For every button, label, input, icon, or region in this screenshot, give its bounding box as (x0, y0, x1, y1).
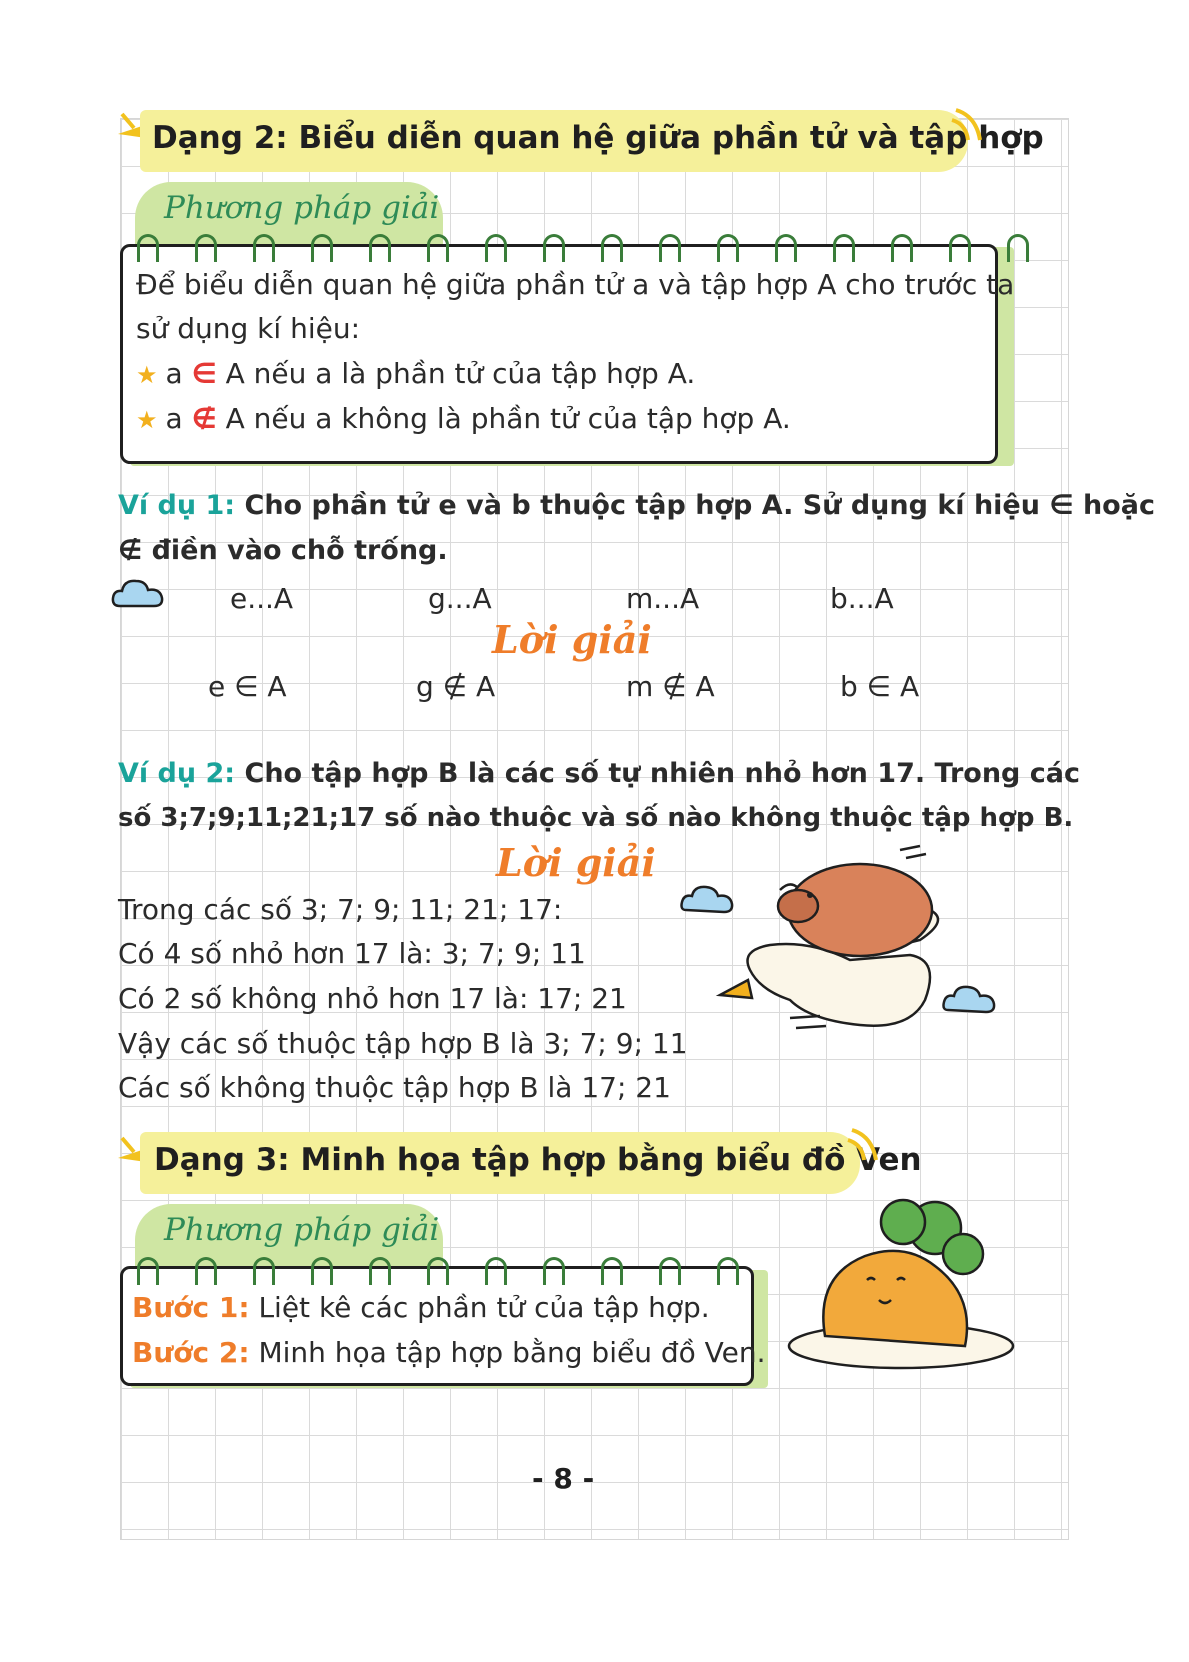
example1-label: Ví dụ 1: (118, 490, 236, 521)
step1: Bước 1: Liệt kê các phần tử của tập hợp. (132, 1291, 710, 1324)
example1-line2: ∉ điền vào chỗ trống. (118, 535, 448, 566)
blank-item: e...A (230, 582, 294, 615)
answer-item: b ∈ A (840, 670, 920, 703)
fruit-character-illustration (785, 1196, 1025, 1376)
section2-heading: Dạng 2: Biểu diễn quan hệ giữa phần tử và tập hợp (152, 120, 1044, 156)
bullet-not-in: ★ a ∉ A nếu a không là phần tử của tập hợp A. (136, 402, 791, 435)
blank-item: g...A (428, 582, 492, 615)
answer-item: m ∉ A (626, 670, 715, 703)
method-text-line2: sử dụng kí hiệu: (136, 312, 360, 345)
answer-item: e ∈ A (208, 670, 287, 703)
cloud-icon (110, 576, 166, 610)
section3-heading: Dạng 3: Minh họa tập hợp bằng biểu đồ Ven (154, 1142, 922, 1178)
page-number: - 8 - (532, 1462, 595, 1495)
solution-line: Có 4 số nhỏ hơn 17 là: 3; 7; 9; 11 (118, 937, 586, 970)
blank-item: b...A (830, 582, 894, 615)
solution-line: Có 2 số không nhỏ hơn 17 là: 17; 21 (118, 982, 627, 1015)
step1-label: Bước 1: (132, 1291, 250, 1324)
method-text-line1: Để biểu diễn quan hệ giữa phần tử a và tập hợp A cho trước ta (136, 268, 1015, 301)
answer-item: g ∉ A (416, 670, 496, 703)
solution-line: Trong các số 3; 7; 9; 11; 21; 17: (118, 893, 563, 926)
bullet-in: ★ a ∈ A nếu a là phần tử của tập hợp A. (136, 357, 696, 390)
example2-line1: Ví dụ 2: Cho tập hợp B là các số tự nhiên nhỏ hơn 17. Trong các (118, 758, 1081, 789)
example1-solution-title: Lời giải (492, 617, 652, 662)
step2: Bước 2: Minh họa tập hợp bằng biểu đồ Ven. (132, 1336, 766, 1369)
sparkle-right-icon (846, 1126, 886, 1166)
element-of-symbol: ∈ (191, 357, 217, 390)
section2-method-label: Phương pháp giải (164, 190, 440, 226)
solution-line: Vậy các số thuộc tập hợp B là 3; 7; 9; 11 (118, 1027, 688, 1060)
not-element-of-symbol: ∉ (191, 402, 217, 435)
example2-solution-title: Lời giải (496, 840, 656, 885)
notebook-rings (137, 1257, 775, 1285)
blank-item: m...A (626, 582, 700, 615)
example2-line2: số 3;7;9;11;21;17 số nào thuộc và số nào không thuộc tập hợp B. (118, 803, 1074, 833)
solution-line: Các số không thuộc tập hợp B là 17; 21 (118, 1071, 671, 1104)
section3-method-label: Phương pháp giải (164, 1212, 440, 1248)
star-bullet-icon: ★ (136, 406, 158, 434)
example1-line1: Ví dụ 1: Cho phần tử e và b thuộc tập hợp A. Sử dụng kí hiệu ∈ hoặc (118, 490, 1155, 521)
step2-label: Bước 2: (132, 1336, 250, 1369)
capybara-goose-illustration (680, 840, 1010, 1040)
sparkle-right-icon (950, 106, 990, 146)
notebook-rings (137, 234, 1065, 262)
example2-label: Ví dụ 2: (118, 758, 236, 789)
star-bullet-icon: ★ (136, 361, 158, 389)
